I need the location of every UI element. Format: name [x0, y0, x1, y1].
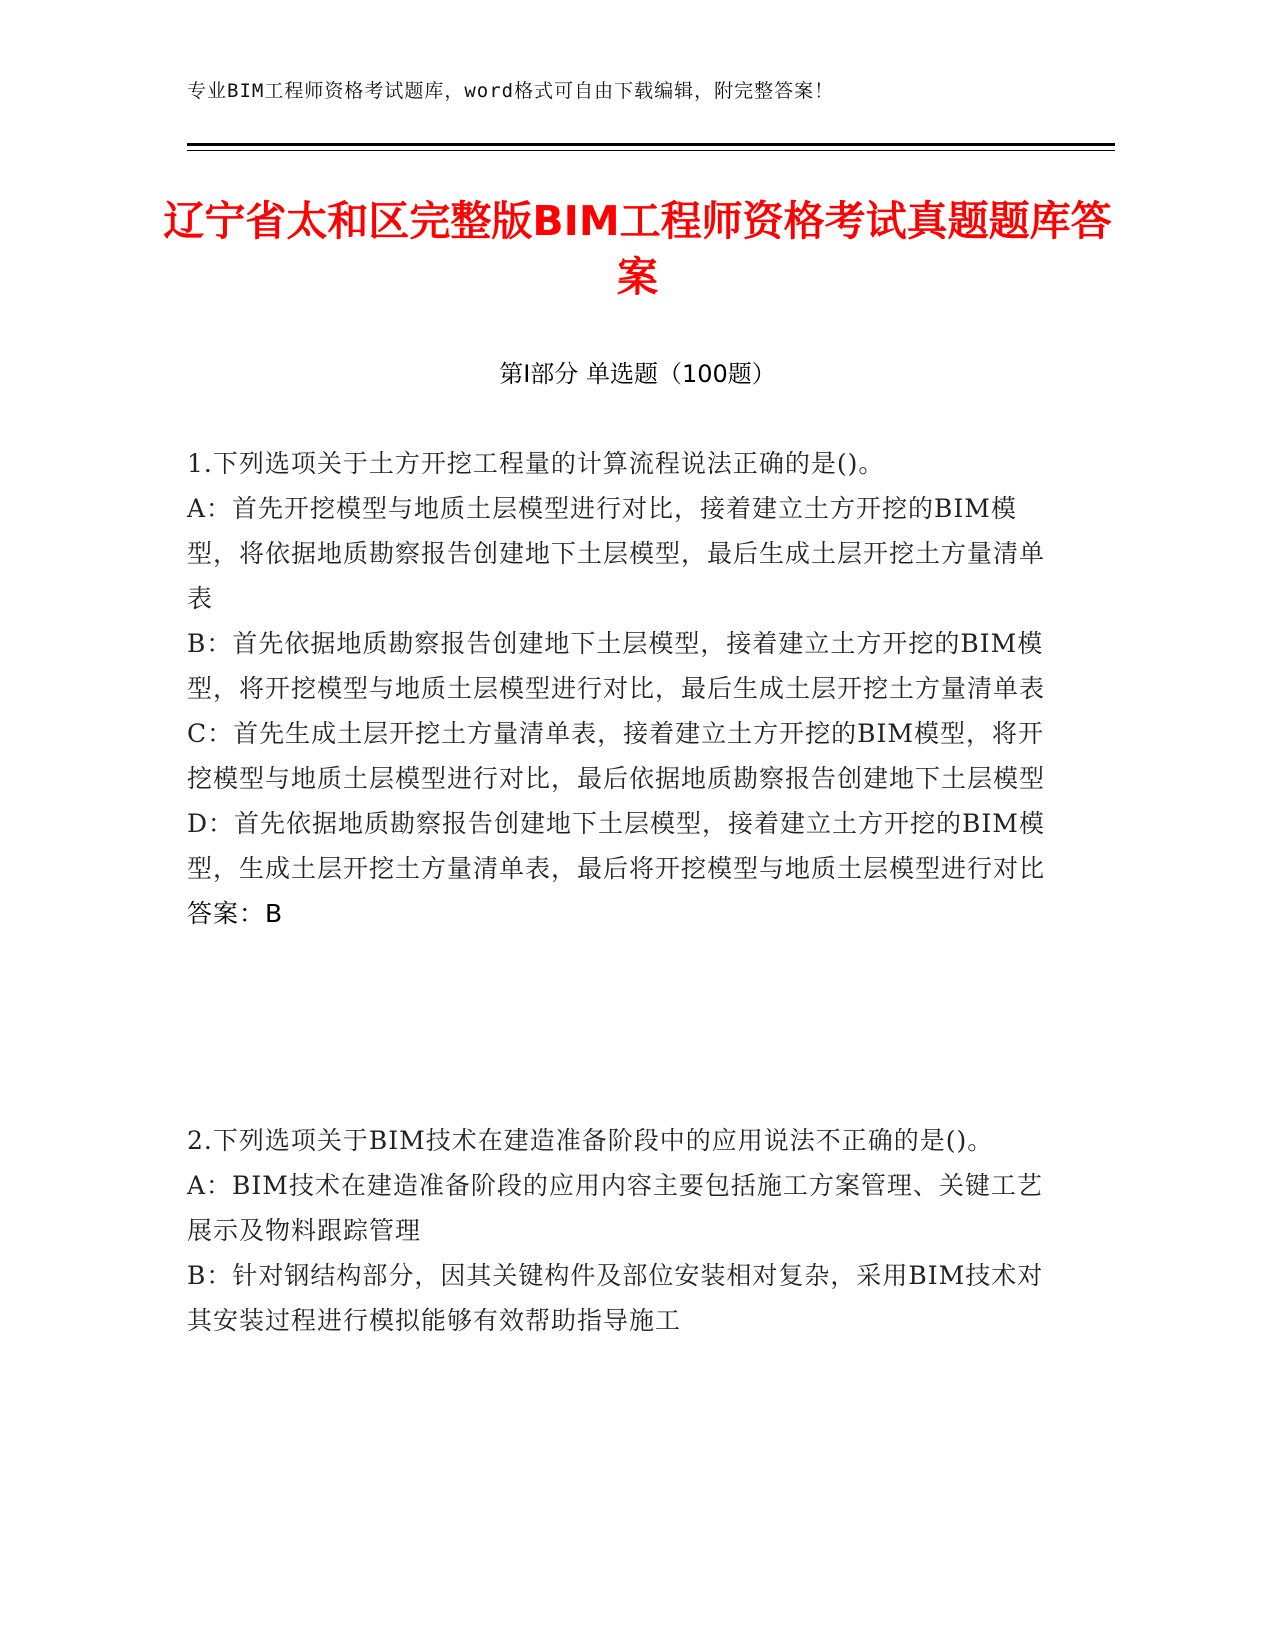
header-rule-thin: [187, 150, 1115, 151]
option-b: B：针对钢结构部分，因其关键构件及部位安装相对复杂，采用BIM技术对其安装过程进行模拟能够有效帮助指导施工: [187, 1261, 1044, 1335]
question-stem: 1.下列选项关于土方开挖工程量的计算流程说法正确的是()。: [187, 449, 885, 478]
option-d: D：首先依据地质勘察报告创建地下土层模型，接着建立土方开挖的BIM模型，生成土层开挖土方量清单表，最后将开挖模型与地质土层模型进行对比: [187, 809, 1046, 883]
option-b: B：首先依据地质勘察报告创建地下土层模型，接着建立土方开挖的BIM模型，将开挖模型与地质土层模型进行对比，最后生成土层开挖土方量清单表: [187, 629, 1046, 703]
option-a: A：BIM技术在建造准备阶段的应用内容主要包括施工方案管理、关键工艺展示及物料跟踪管理: [187, 1171, 1043, 1245]
option-c: C：首先生成土层开挖土方量清单表，接着建立土方开挖的BIM模型，将开挖模型与地质土层模型进行对比，最后依据地质勘察报告创建地下土层模型: [187, 719, 1046, 793]
section-heading: 第Ⅰ部分 单选题（100题）: [499, 360, 776, 388]
document-title: 辽宁省太和区完整版BIM工程师资格考试真题题库答案: [163, 197, 1112, 301]
header-rule-thick: [187, 143, 1115, 146]
question-1: [187, 441, 1067, 936]
answer: 答案：B: [187, 899, 284, 928]
option-a: A：首先开挖模型与地质土层模型进行对比，接着建立土方开挖的BIM模型，将依据地质勘察报告创建地下土层模型，最后生成土层开挖土方量清单表: [187, 494, 1046, 613]
question-stem: 2.下列选项关于BIM技术在建造准备阶段中的应用说法不正确的是()。: [187, 1126, 994, 1155]
question-2: [187, 1118, 1067, 1343]
header-note: 专业BIM工程师资格考试题库，word格式可自由下载编辑，附完整答案！: [187, 80, 835, 102]
